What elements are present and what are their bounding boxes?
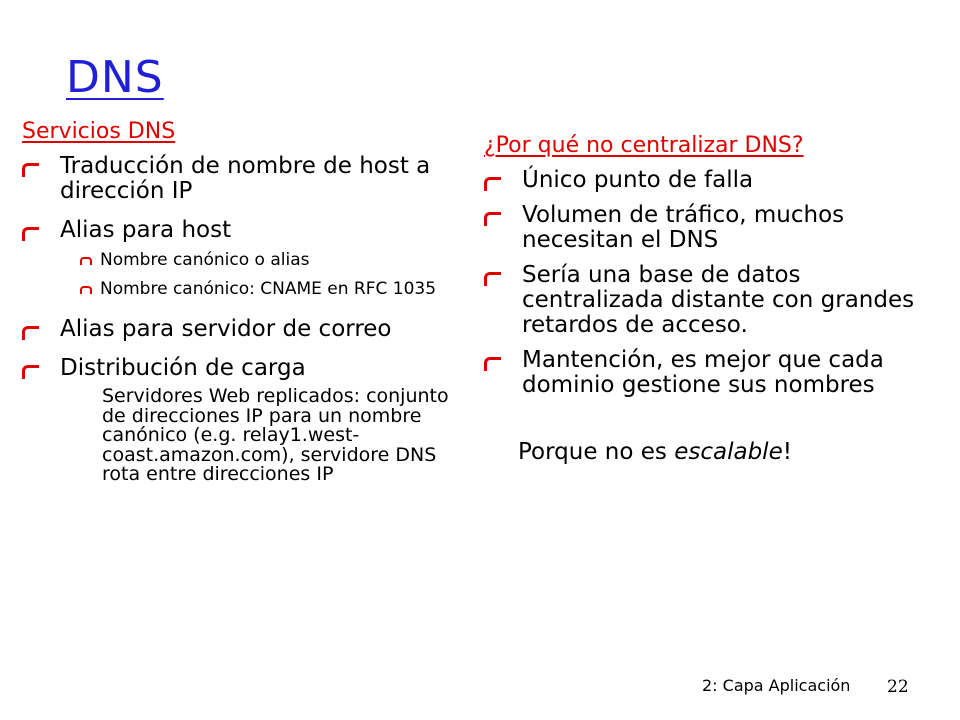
conclusion-text (518, 440, 944, 465)
sub-bullet-item: Nombre canónico: CNAME en RFC 1035 (22, 280, 462, 299)
left-heading: Servicios DNS (22, 119, 176, 144)
bullet-item: Distribución de carga (22, 356, 462, 381)
footer-chapter: 2: Capa Aplicación (702, 676, 851, 695)
bullet-item: Sería una base de datos centralizada distante con grandes retardos de acceso. (484, 263, 944, 338)
page-number: 22 (887, 677, 909, 697)
conclusion-emphasis: escalable (674, 439, 783, 466)
conclusion-prefix: Porque no es (518, 439, 675, 466)
bullet-item: Volumen de tráfico, muchos necesitan el DNS (484, 203, 944, 253)
left-column (22, 119, 462, 485)
slide-title: DNS (66, 52, 164, 103)
right-heading: ¿Por qué no centralizar DNS? (484, 133, 804, 158)
bullet-item: Mantención, es mejor que cada dominio gestione sus nombres (484, 348, 944, 398)
load-distribution-note: Servidores Web replicados: conjunto de direcciones IP para un nombre canónico (e.g. relay1.west-coast.amazon.com), servidore DNS rota entre direcciones IP (102, 385, 449, 486)
right-column (484, 133, 944, 465)
right-bullet-list (484, 168, 944, 398)
sub-bullet-item: Nombre canónico o alias (22, 251, 462, 270)
conclusion-suffix: ! (782, 439, 792, 466)
left-bullet-list (22, 154, 462, 381)
bullet-item: Alias para host (22, 218, 462, 243)
bullet-item: Traducción de nombre de host a dirección IP (22, 154, 462, 204)
bullet-item: Alias para servidor de correo (22, 317, 462, 342)
bullet-item: Único punto de falla (484, 168, 944, 193)
